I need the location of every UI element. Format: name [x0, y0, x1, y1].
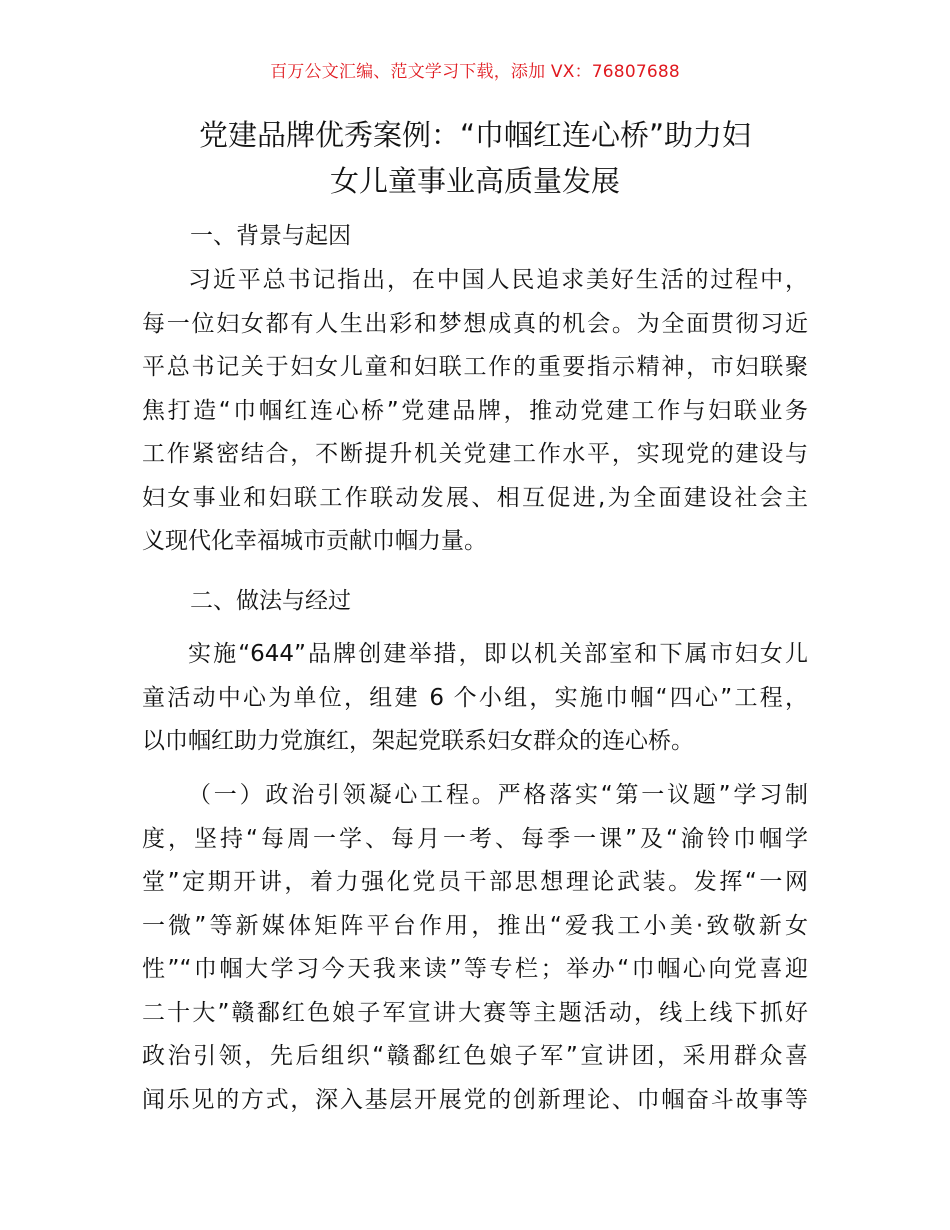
section-heading-methods: 二、做法与经过	[190, 588, 351, 614]
section-heading-background: 一、背景与起因	[190, 223, 351, 249]
text-line: 义现代化幸福城市贡献巾帼力量。	[142, 528, 487, 554]
paragraph-political-leadership	[142, 774, 808, 1122]
text-line: 堂”定期开讲，着力强化党员干部思想理论武装。发挥“一网	[142, 869, 808, 895]
title-line-1: 党建品牌优秀案例：“巾帼红连心桥”助力妇	[198, 118, 752, 152]
text-line: 童活动中心为单位，组建 6 个小组，实施巾帼“四心”工程，	[142, 684, 808, 711]
text-line: 二十大”赣鄱红色娘子军宣讲大赛等主题活动，线上线下抓好	[142, 999, 808, 1026]
text-line: 性”“巾帼大学习今天我来读”等专栏；举办“巾帼心向党喜迎	[142, 956, 808, 982]
text-line: 习近平总书记指出，在中国人民追求美好生活的过程中，	[188, 267, 808, 293]
paragraph-644-initiative	[142, 633, 808, 764]
title-line-2: 女儿童事业高质量发展	[329, 164, 620, 198]
text-line: 度，坚持“每周一学、每月一考、每季一课”及“渝铃巾帼学	[142, 825, 808, 852]
text-line: 工作紧密结合，不断提升机关党建工作水平，实现党的建设与	[142, 441, 808, 467]
text-line: 以巾帼红助力党旗红，架起党联系妇女群众的连心桥。	[142, 728, 694, 754]
text-line: 一微”等新媒体矩阵平台作用，推出“爱我工小美·致敬新女	[142, 912, 808, 939]
document-title	[142, 112, 808, 204]
text-line: 每一位妇女都有人生出彩和梦想成真的机会。为全面贯彻习近	[142, 310, 808, 337]
text-line: （一）政治引领凝心工程。严格落实“第一议题”学习制	[188, 782, 808, 808]
text-line: 焦打造“巾帼红连心桥”党建品牌，推动党建工作与妇联业务	[142, 397, 808, 424]
text-line: 平总书记关于妇女儿童和妇联工作的重要指示精神，市妇联聚	[142, 354, 808, 380]
text-line: 妇女事业和妇联工作联动发展、相互促进,为全面建设社会主	[142, 484, 808, 511]
watermark-header: 百万公文汇编、范文学习下载，添加 VX：76807688	[270, 62, 680, 82]
text-line: 政治引领，先后组织“赣鄱红色娘子军”宣讲团，采用群众喜	[142, 1043, 808, 1069]
paragraph-background	[142, 259, 808, 564]
text-line: 闻乐见的方式，深入基层开展党的创新理论、巾帼奋斗故事等	[142, 1086, 808, 1113]
text-line: 实施“644”品牌创建举措，即以机关部室和下属市妇女儿	[188, 641, 808, 667]
